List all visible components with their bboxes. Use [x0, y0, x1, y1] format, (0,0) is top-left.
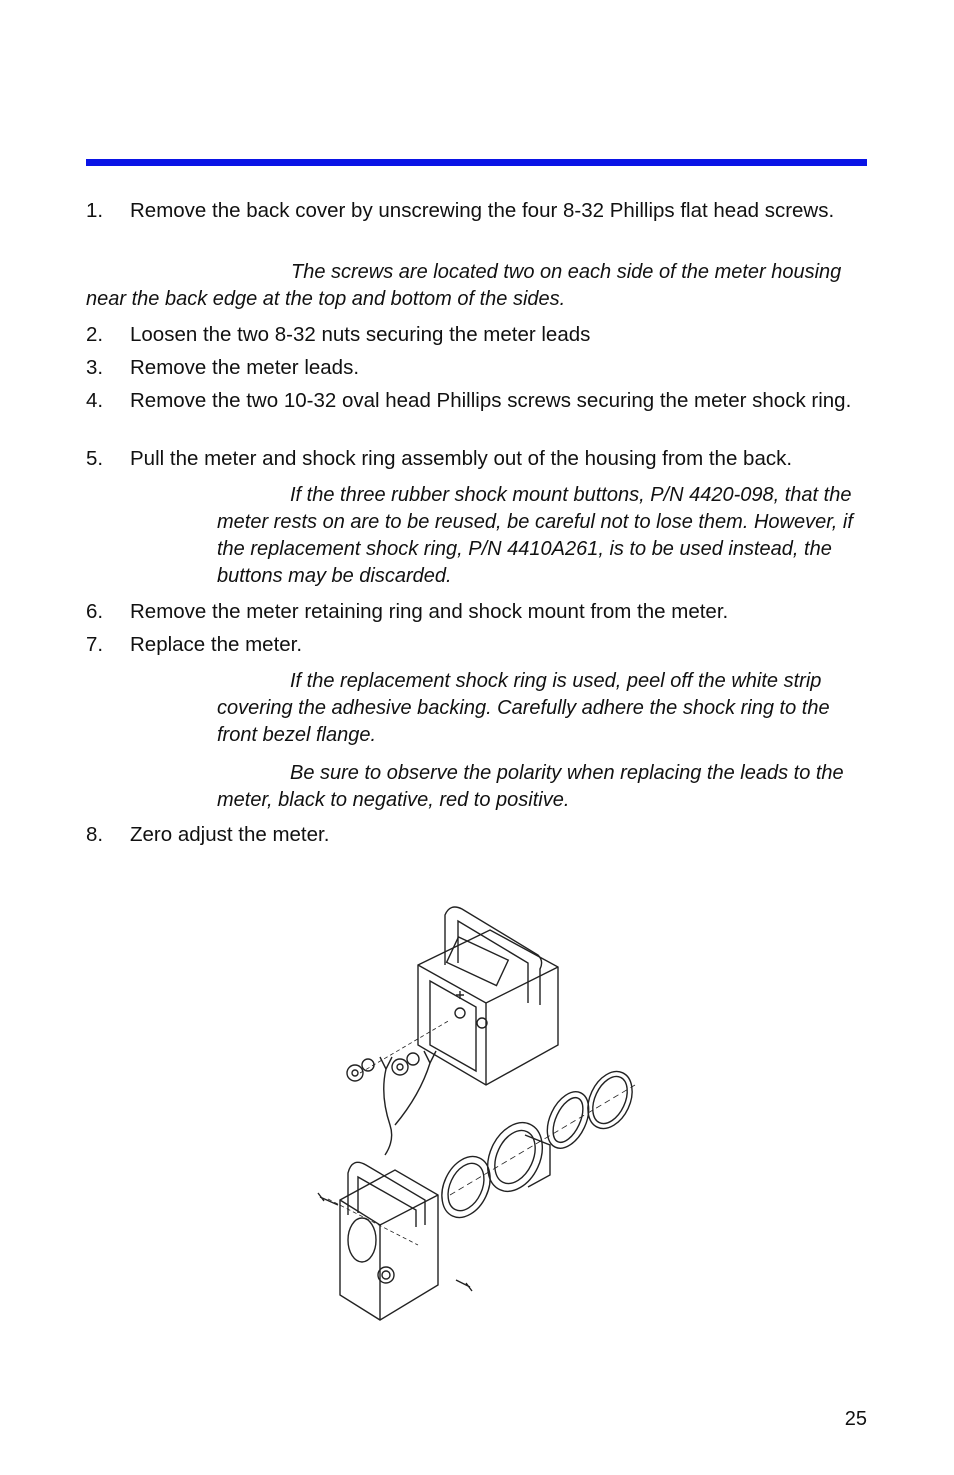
meter-and-rings-drawing — [433, 1064, 641, 1225]
step-3: 3. Remove the meter leads. — [86, 356, 360, 379]
note-polarity: Be sure to observe the polarity when replacing the leads to the meter, black to negative, red to positive. — [217, 762, 844, 811]
note-shock-buttons: If the three rubber shock mount buttons, P/N 4420-098, that the meter rests on are to be reused, be careful not to lose them. However, if the replacement shock ring, P/N 4410A261, is to be used instead, the buttons may be discarded. — [217, 484, 853, 587]
note-screws-location: The screws are located two on each side of the meter housing near the back edge at the top and bottom of the sides. — [86, 261, 842, 310]
page-number: 25 — [844, 1408, 867, 1430]
step-1: 1. Remove the back cover by unscrewing the four 8-32 Phillips flat head screws. — [86, 199, 835, 222]
terminal-hardware-drawing — [347, 1020, 450, 1155]
step-4: 4. Remove the two 10-32 oval head Phillips screws securing the meter shock ring. — [86, 389, 852, 412]
rear-housing-drawing — [418, 907, 558, 1085]
step-2: 2. Loosen the two 8-32 nuts securing the meter leads — [86, 323, 591, 346]
header-rule — [86, 159, 867, 166]
note-shock-ring: If the replacement shock ring is used, peel off the white strip covering the adhesive backing. Carefully adhere the shock ring to the front bezel flange. — [217, 670, 830, 746]
step-7: 7. Replace the meter. — [86, 633, 303, 656]
step-5: 5. Pull the meter and shock ring assembly out of the housing from the back. — [86, 447, 793, 470]
meter-assembly-illustration — [300, 895, 660, 1335]
step-8: 8. Zero adjust the meter. — [86, 823, 330, 846]
step-6: 6. Remove the meter retaining ring and shock mount from the meter. — [86, 600, 729, 623]
